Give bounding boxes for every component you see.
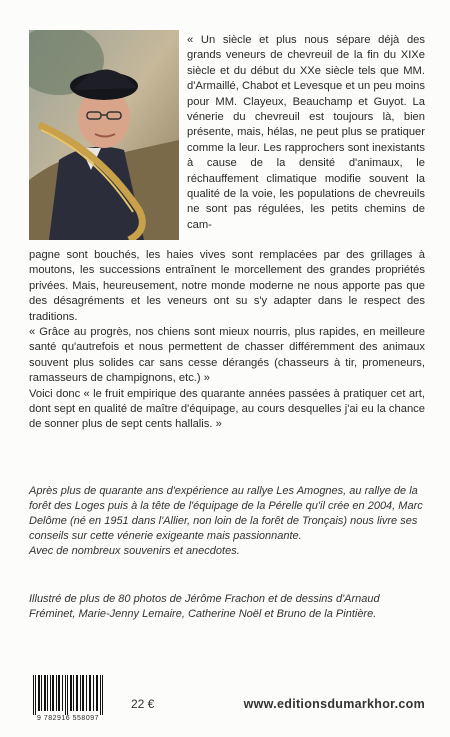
publisher-url[interactable]: www.editionsdumarkhor.com [243, 697, 425, 711]
bio-souvenirs: Avec de nombreux souvenirs et anecdotes. [29, 545, 240, 557]
price-label: 22 € [131, 697, 155, 711]
hunter-portrait-image [29, 30, 179, 240]
paragraph-progress: « Grâce au progrès, nos chiens sont mieux nourris, plus rapides, en meilleure santé qu'autrefois et nous permettent de chasser différemment des animaux souvent plus solides car sans cesse dérangés (chasseurs à tir, promeneurs, ramasseurs de champignons, etc.) » [29, 326, 425, 385]
author-bio [29, 484, 425, 559]
illustration-credits: Illustré de plus de 80 photos de Jérôme Frachon et de dessins d'Arnaud Fréminet, Marie-Jenny Lemaire, Catherine Noël et Bruno de la Pintière. [29, 593, 380, 620]
intro-paragraph: « Un siècle et plus nous sépare déjà des grands veneurs de chevreuil de la fin du XIXe siècle et du début du XXe siècle tels que MM. d'Armaillé, Chabot et Levesque et un peu moins pour MM. Clayeux, Beauchamp et Guyot. La vénerie du chevreuil est toujours là, bien présente, mais, hélas, ne peut plus se pratiquer comme la leur. Les rapprochers sont inexistants à cause de la densité d'animaux, le réchauffement climatique modifie souvent la qualité de la voie, les populations de chevreuils ne sont pas régulées, les petits chemins de cam- [187, 34, 425, 231]
paragraph-fruit: Voici donc « le fruit empirique des quarante années passées à pratiquer cet art, dont sept en qualité de maître d'équipage, au cours desquelles j'ai eu la chance de sonner plus de sept cents hallalis. » [29, 387, 425, 431]
paragraph-hedges: pagne sont bouchés, les haies vives sont remplacées par des grillages à moutons, les successions entraînent le morcellement des grandes propriétés privées. Mais, heureusement, notre monde moderne ne nous apporte pas que des désagréments et les veneurs ont su s'y adapter dans le respect des traditions. [29, 249, 425, 323]
barcode-number: 9 782916 558097 [29, 715, 107, 722]
author-photo [29, 30, 179, 240]
main-text [29, 248, 425, 433]
intro-quote [187, 33, 425, 233]
bio-paragraph: Après plus de quarante ans d'expérience au rallye Les Amognes, au rallye de la forêt des Loges puis à la tête de l'équipage de la Pérelle qu'il crée en 2004, Marc Delôme (né en 1951 dans l'Allier, non loin de la forêt de Tronçais) nous livre ses conseils sur cette vénerie exigeante mais passionnante. [29, 485, 423, 542]
